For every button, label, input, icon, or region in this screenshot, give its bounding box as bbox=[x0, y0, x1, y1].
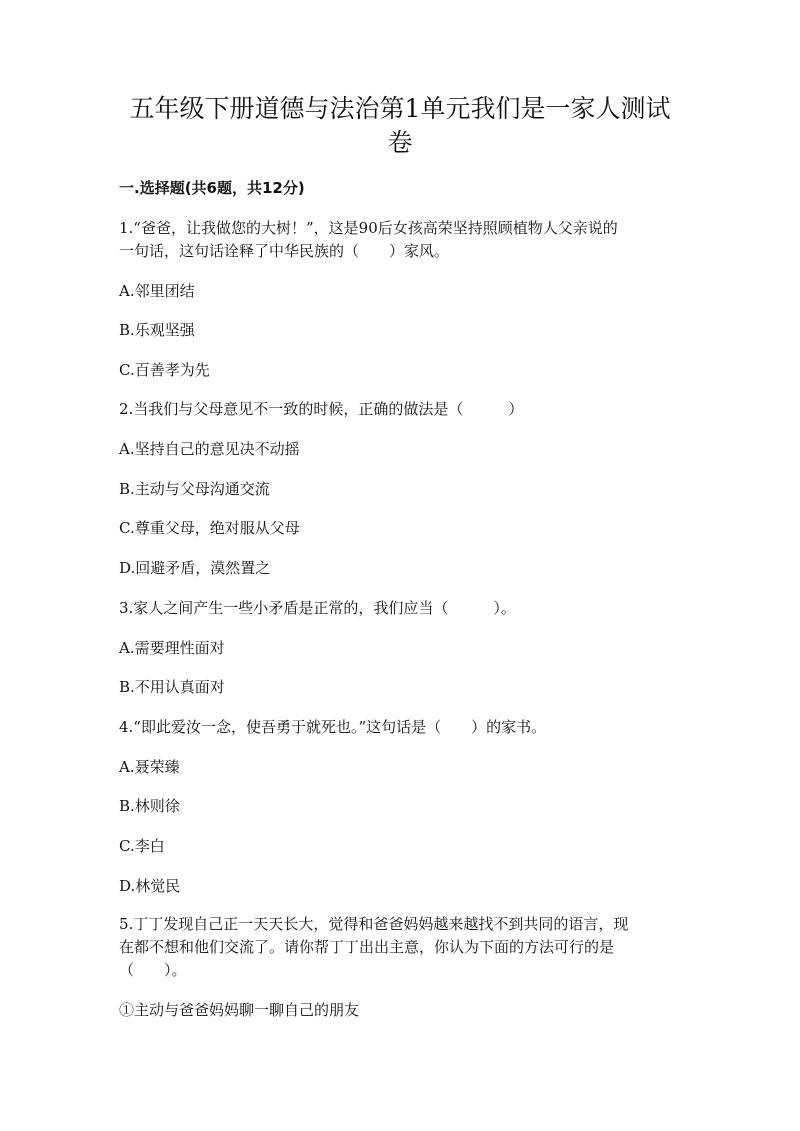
exam-title-line-2: 卷 bbox=[387, 128, 413, 157]
exam-title-line-1: 五年级下册道德与法治第1单元我们是一家人测试 bbox=[129, 94, 671, 123]
question-1-stem-line-1: 1.“爸爸，让我做您的大树！”，这是90后女孩高荣坚持照顾植物人父亲说的 bbox=[119, 219, 618, 237]
question-1-option-a: A.邻里团结 bbox=[119, 282, 195, 300]
exam-title bbox=[110, 92, 690, 160]
question-1-stem-line-2: 一句话，这句话诠释了中华民族的（ ）家风。 bbox=[119, 242, 450, 260]
question-5-option-1: ①主动与爸爸妈妈聊一聊自己的朋友 bbox=[119, 1001, 360, 1019]
question-1-option-b: B.乐观坚强 bbox=[119, 321, 195, 339]
question-3-option-b: B.不用认真面对 bbox=[119, 678, 225, 696]
question-2-option-c: C.尊重父母，绝对服从父母 bbox=[119, 519, 300, 537]
question-4-option-a: A.聂荣臻 bbox=[119, 758, 180, 776]
question-2-option-b: B.主动与父母沟通交流 bbox=[119, 480, 270, 498]
question-4-stem: 4.“即此爱汝一念，使吾勇于就死也。”这句话是（ ）的家书。 bbox=[119, 718, 547, 736]
question-1-option-c: C.百善孝为先 bbox=[119, 361, 210, 379]
question-4-option-c: C.李白 bbox=[119, 837, 165, 855]
section-heading: 一.选择题(共6题，共12分) bbox=[119, 179, 305, 197]
question-5-stem-line-2: 在都不想和他们交流了。请你帮丁丁出出主意，你认为下面的方法可行的是 bbox=[119, 938, 615, 956]
question-5-stem-line-1: 5.丁丁发现自己正一天天长大，觉得和爸爸妈妈越来越找不到共同的语言，现 bbox=[119, 915, 629, 933]
question-4-option-d: D.林觉民 bbox=[119, 877, 181, 895]
question-5-stem-line-3: （ ）。 bbox=[119, 961, 187, 979]
question-4-option-b: B.林则徐 bbox=[119, 797, 180, 815]
question-2-option-a: A.坚持自己的意见决不动摇 bbox=[119, 440, 300, 458]
question-3-stem: 3.家人之间产生一些小矛盾是正常的，我们应当（ ）。 bbox=[119, 599, 516, 617]
question-3-option-a: A.需要理性面对 bbox=[119, 639, 225, 657]
question-2-option-d: D.回避矛盾，漠然置之 bbox=[119, 559, 271, 577]
question-2-stem: 2.当我们与父母意见不一致的时候，正确的做法是（ ） bbox=[119, 400, 524, 418]
